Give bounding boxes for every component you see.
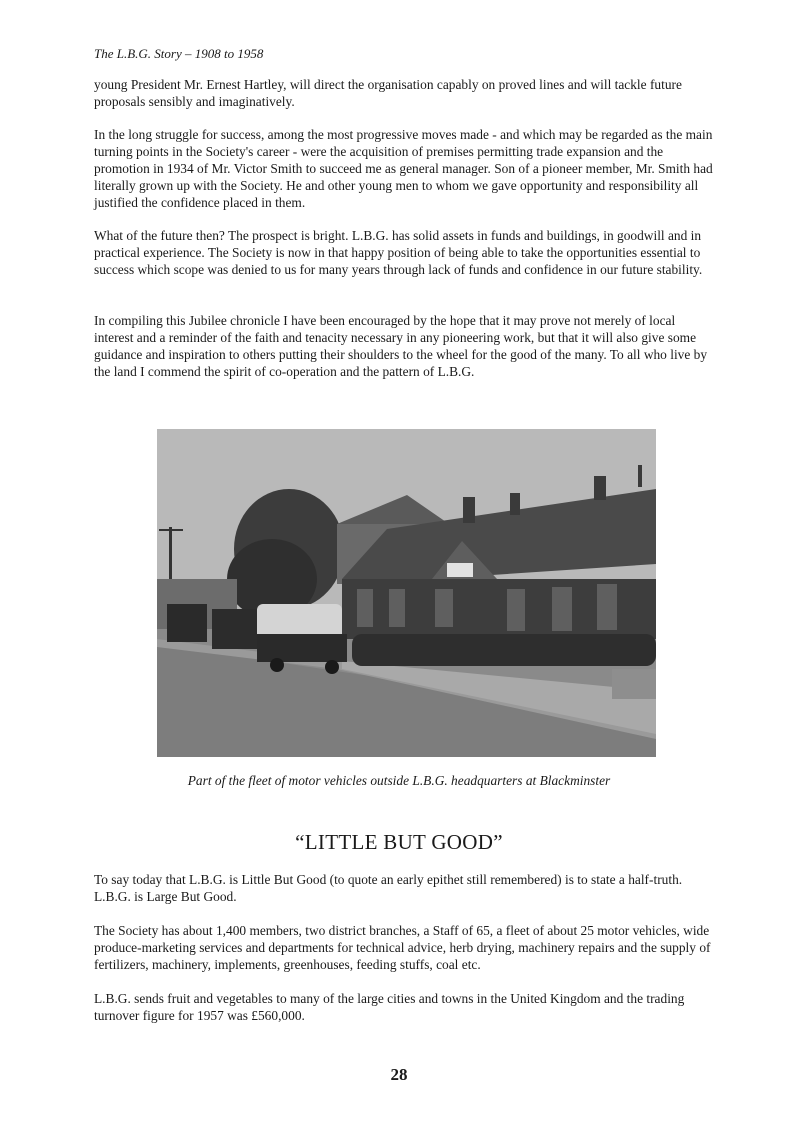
body-paragraph: What of the future then? The prospect is bright. L.B.G. has solid assets in funds and buildings, in goodwill and in practical experience. The Society is now in that happy position of being able to take the opportunities essential to success which scope was denied to us for many years through lack of funds and confidence in our future stability. (94, 228, 703, 277)
body-paragraph: The Society has about 1,400 members, two district branches, a Staff of 65, a fleet of about 25 motor vehicles, wide produce-marketing services and departments for technical advice, herb drying, machinery repairs and the supply of fertilizers, machinery, implements, greenhouses, feeding stuffs, coal etc. (94, 923, 711, 972)
section-heading: “LITTLE BUT GOOD” (295, 830, 503, 854)
body-paragraph: L.B.G. sends fruit and vegetables to many of the large cities and towns in the United Kingdom and the trading turnover figure for 1957 was £560,000. (94, 991, 685, 1023)
body-paragraph: In the long struggle for success, among the most progressive moves made - and which may be regarded as the main turning points in the Society's career - were the acquisition of premises permitting trade expansion and the promotion in 1934 of Mr. Victor Smith to succeed me as general manager. Son of a pioneer member, Mr. Smith had literally grown up with the Society. He and other young men to whom we gave opportunity and responsibility all justified the confidence placed in them. (94, 127, 713, 210)
page-number: 28 (390, 1065, 408, 1084)
body-paragraph: To say today that L.B.G. is Little But Good (to quote an early epithet still remembered) is to state a half-truth. L.B.G. is Large But Good. (94, 872, 683, 904)
body-paragraph: young President Mr. Ernest Hartley, will direct the organisation capably on proved lines and will tackle future proposals sensibly and imaginatively. (94, 77, 682, 109)
body-paragraph: In compiling this Jubilee chronicle I have been encouraged by the hope that it may prove not merely of local interest and a reminder of the faith and tenacity necessary in any pioneering work, but that it will also give some guidance and inspiration to others putting their shoulders to the wheel for the good of the many. To all who live by the land I commend the spirit of co-operation and the pattern of L.B.G. (94, 313, 708, 379)
running-head: The L.B.G. Story – 1908 to 1958 (94, 46, 264, 61)
headquarters-photo (157, 429, 656, 757)
photo-caption: Part of the fleet of motor vehicles outside L.B.G. headquarters at Blackminster (187, 773, 611, 788)
